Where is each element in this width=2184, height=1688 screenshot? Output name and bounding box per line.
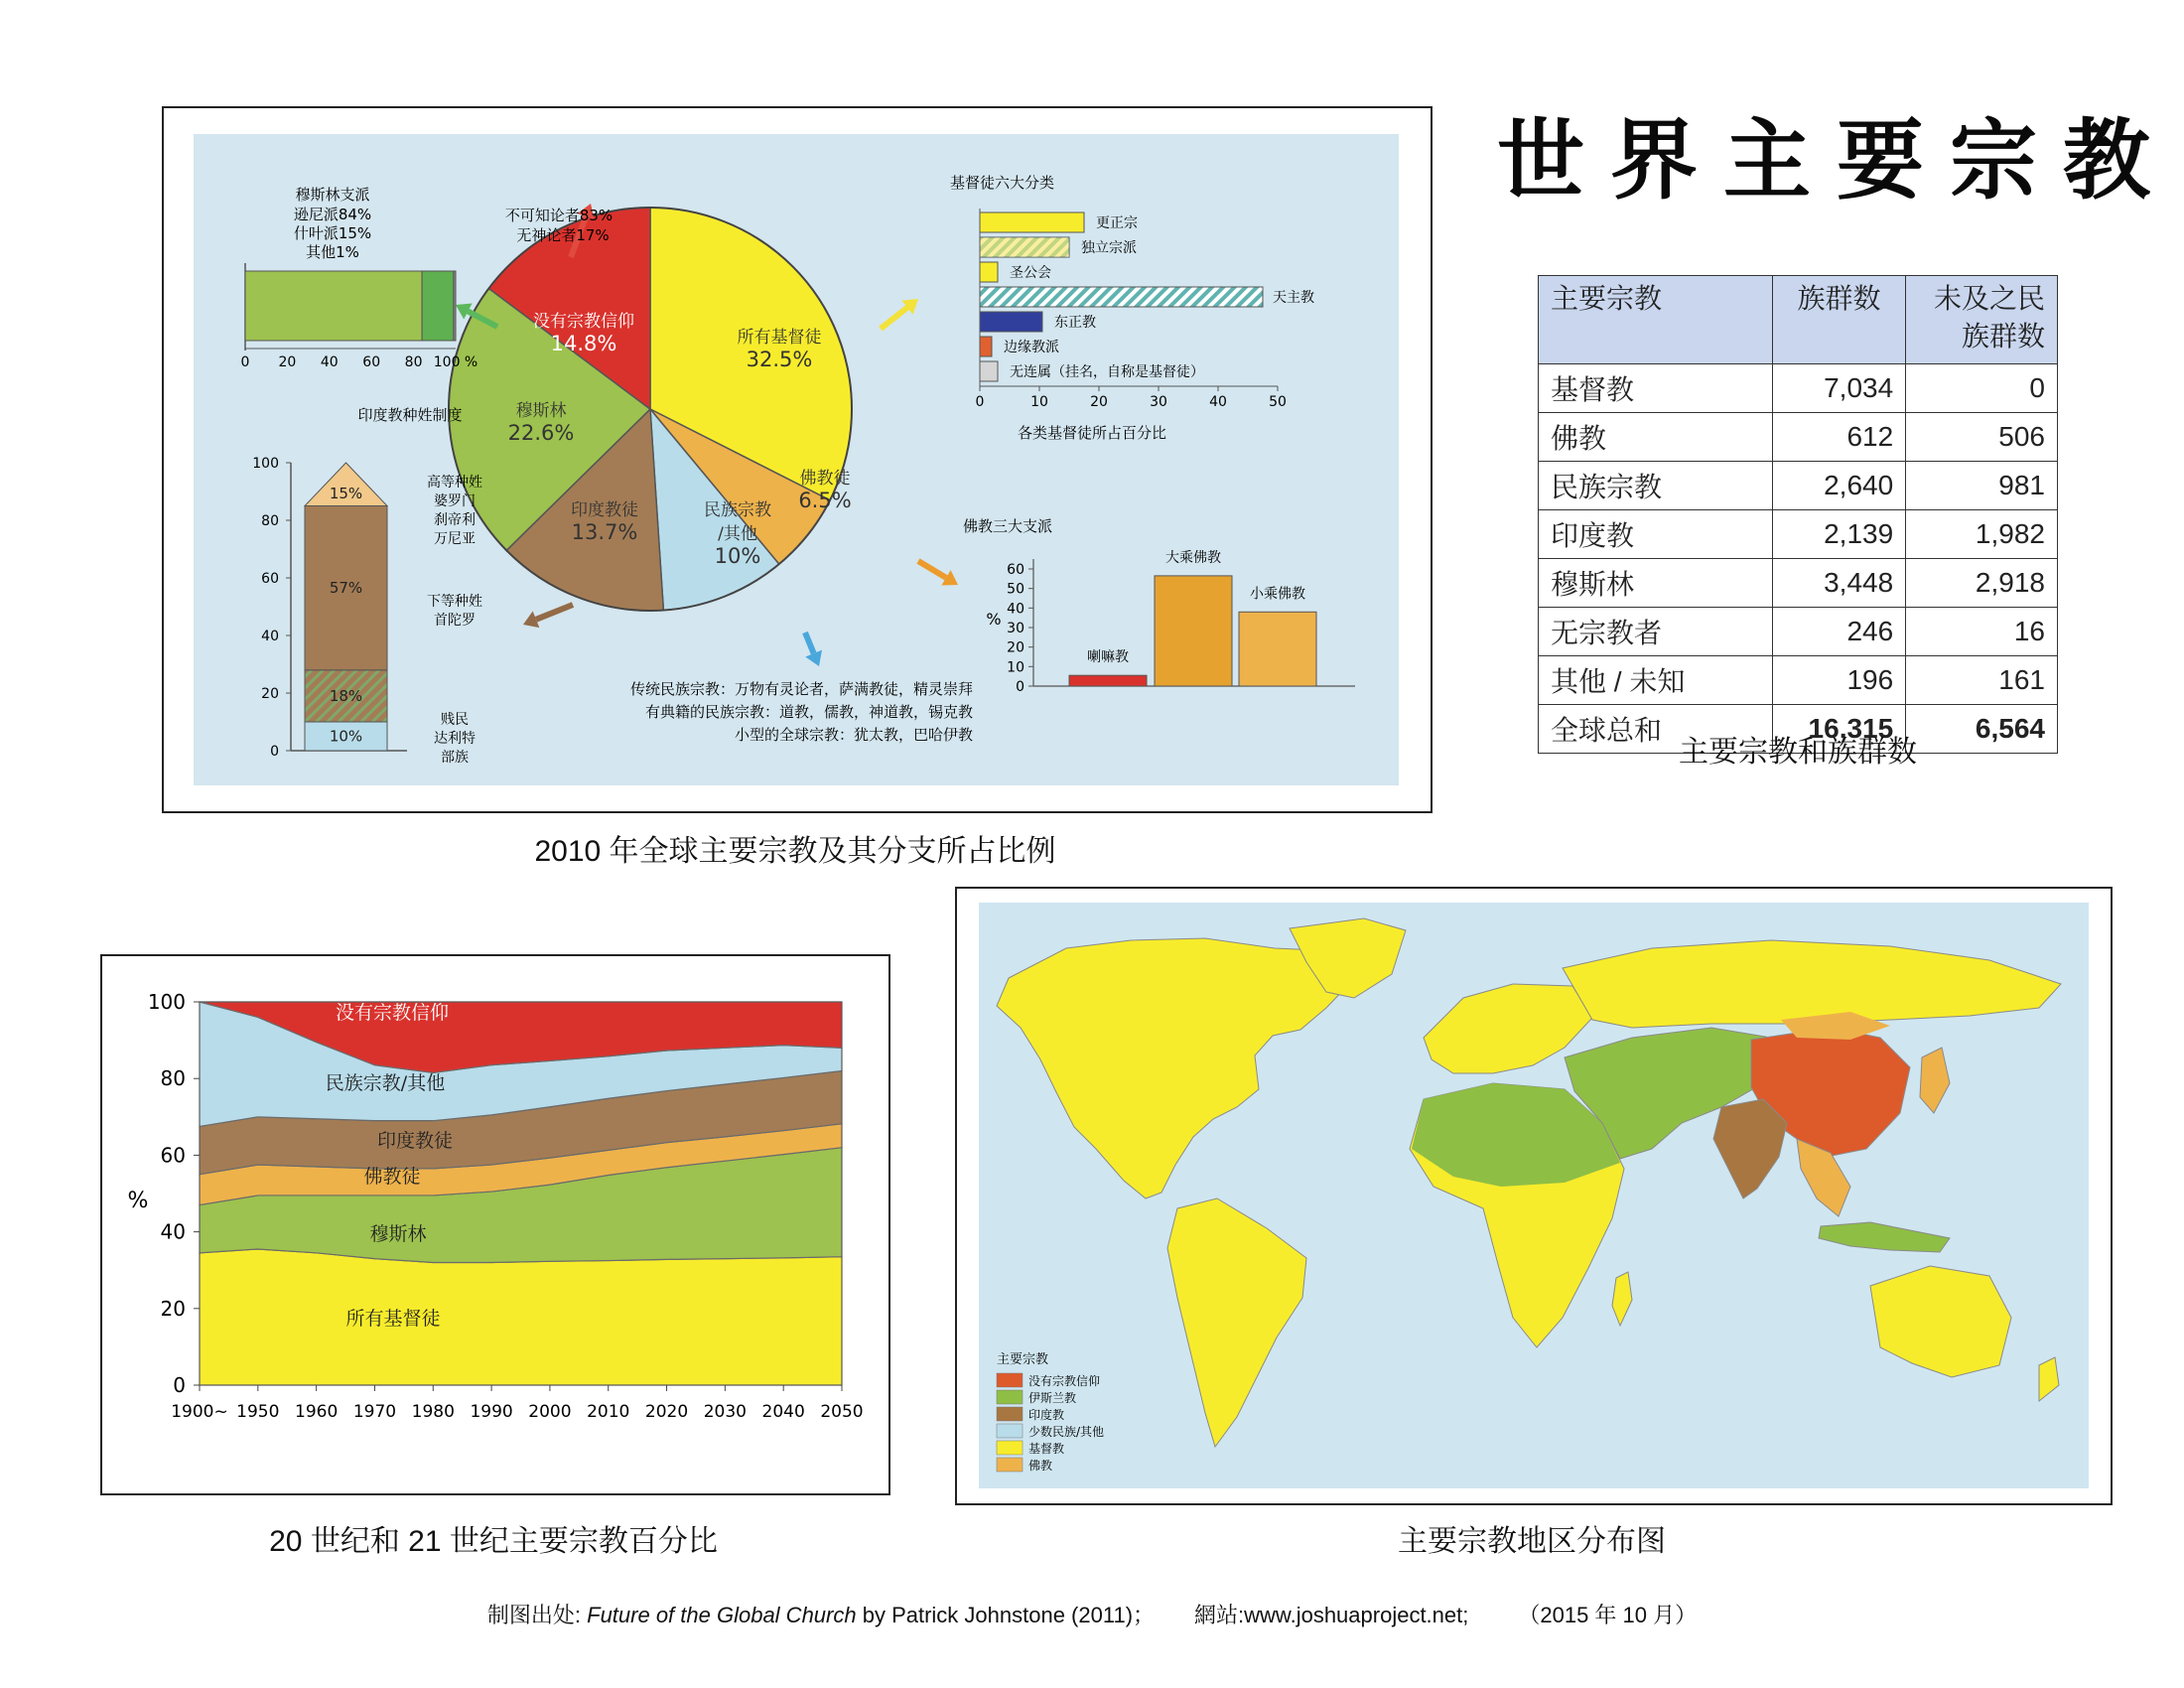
christian-blocs-xlabel: 各类基督徒所占百分比 bbox=[1017, 424, 1167, 442]
christian-bar-hatch bbox=[980, 237, 1069, 257]
area-x-tick: 2010 bbox=[587, 1402, 630, 1422]
caste-tick: 0 bbox=[270, 744, 279, 760]
muslim-branch-label-sunni: 逊尼派84% bbox=[293, 206, 372, 223]
caste-side-label: 达利特 bbox=[434, 731, 476, 747]
caste-value: 18% bbox=[329, 686, 363, 705]
buddhist-bar-label: 喇嘛教 bbox=[1087, 649, 1129, 666]
area-series-label: 穆斯林 bbox=[369, 1223, 427, 1245]
caste-tick: 80 bbox=[261, 513, 279, 529]
table-cell-religion: 其他 / 未知 bbox=[1539, 656, 1773, 705]
top-chart-caption: 2010 年全球主要宗教及其分支所占比例 bbox=[534, 835, 1056, 868]
pie-label-christian: 32.5% bbox=[746, 348, 813, 371]
table-cell-unreached: 6,564 bbox=[1906, 705, 2058, 754]
source-line bbox=[0, 1599, 2184, 1629]
christian-bar-label: 独立宗派 bbox=[1081, 240, 1137, 256]
christian-bar-label: 东正教 bbox=[1054, 315, 1096, 331]
caste-side-label: 高等种姓 bbox=[427, 475, 482, 491]
muslim-branch-label-shia: 什叶派15% bbox=[293, 224, 372, 242]
christian-bar bbox=[980, 262, 998, 282]
map-legend-swatch bbox=[997, 1373, 1023, 1387]
buddhist-tick: 20 bbox=[1007, 639, 1024, 656]
table-cell-unreached: 506 bbox=[1906, 413, 2058, 462]
area-x-tick: 1970 bbox=[352, 1402, 397, 1422]
map-legend-swatch bbox=[997, 1458, 1023, 1472]
area-x-tick: 1960 bbox=[295, 1402, 339, 1422]
religion-people-groups-table bbox=[1538, 275, 2058, 754]
buddhist-bar bbox=[1155, 576, 1232, 686]
christian-tick: 40 bbox=[1209, 394, 1227, 410]
table-row bbox=[1539, 608, 2058, 656]
christian-tick: 0 bbox=[975, 394, 985, 410]
table-row bbox=[1539, 462, 2058, 510]
pie-label-nonreligious: 没有宗教信仰 bbox=[533, 312, 634, 332]
muslim-branches-title: 穆斯林支派 bbox=[295, 186, 370, 204]
table-row bbox=[1539, 510, 2058, 559]
buddhist-bar bbox=[1239, 612, 1316, 686]
caste-side-label: 刹帝利 bbox=[434, 512, 476, 528]
pie-label-ethnic: 民族宗教 bbox=[704, 500, 771, 520]
area-series-label: 没有宗教信仰 bbox=[335, 1002, 450, 1024]
buddhist-bar-label: 小乘佛教 bbox=[1250, 586, 1305, 603]
muslim-tick: 80 bbox=[404, 354, 423, 370]
table-header-unreached-text: 未及之民族群数 bbox=[1933, 283, 2045, 352]
map-legend-title: 主要宗教 bbox=[997, 1352, 1049, 1367]
table-cell-religion: 全球总和 bbox=[1539, 705, 1773, 754]
table-header-unreached bbox=[1906, 276, 2058, 364]
table-cell-groups: 2,139 bbox=[1772, 510, 1905, 559]
table-cell-religion: 无宗教者 bbox=[1539, 608, 1773, 656]
area-series-label: 所有基督徒 bbox=[345, 1308, 441, 1330]
caste-side-label: 万尼亚 bbox=[434, 531, 476, 547]
map-legend-swatch bbox=[997, 1424, 1023, 1438]
christian-bar bbox=[980, 212, 1084, 232]
pie-label-ethnic: /其他 bbox=[718, 524, 757, 544]
caste-side-label: 下等种姓 bbox=[427, 594, 482, 610]
map-legend-label: 印度教 bbox=[1028, 1408, 1065, 1422]
pie-label-muslim: 穆斯林 bbox=[515, 401, 567, 421]
table-header-groups: 族群数 bbox=[1772, 276, 1905, 364]
source-book: Future of the Global Church bbox=[587, 1603, 857, 1627]
christian-bar bbox=[980, 361, 998, 381]
map-legend-label: 少数民族/其他 bbox=[1028, 1425, 1105, 1439]
pie-label-muslim: 22.6% bbox=[507, 421, 575, 445]
area-chart bbox=[128, 990, 864, 1422]
caste-tick: 60 bbox=[261, 571, 279, 587]
map-legend-swatch bbox=[997, 1390, 1023, 1404]
map-legend-label: 基督教 bbox=[1028, 1442, 1065, 1456]
page-title: 世界主要宗教 bbox=[1497, 108, 2177, 211]
map-legend-swatch bbox=[997, 1441, 1023, 1455]
christian-bar-label: 边缘教派 bbox=[1004, 340, 1059, 355]
table-cell-unreached: 1,982 bbox=[1906, 510, 2058, 559]
table-row bbox=[1539, 364, 2058, 413]
table-cell-unreached: 16 bbox=[1906, 608, 2058, 656]
table-cell-groups: 196 bbox=[1772, 656, 1905, 705]
christian-bar-label: 无连属（挂名，自称是基督徒） bbox=[1010, 364, 1204, 380]
table-row bbox=[1539, 656, 2058, 705]
caste-side-label: 部族 bbox=[441, 750, 469, 766]
buddhist-branches-title: 佛教三大支派 bbox=[962, 517, 1053, 535]
map-legend-label: 伊斯兰教 bbox=[1028, 1391, 1077, 1405]
table-cell-unreached: 2,918 bbox=[1906, 559, 2058, 608]
buddhist-tick: 60 bbox=[1007, 562, 1024, 578]
religions-history-figure bbox=[102, 956, 888, 1493]
map-legend-label: 佛教 bbox=[1028, 1459, 1053, 1473]
area-x-tick: 1990 bbox=[470, 1402, 513, 1422]
caste-side-label: 贱民 bbox=[441, 712, 469, 728]
area-x-tick: 2000 bbox=[528, 1402, 572, 1422]
table-cell-unreached: 981 bbox=[1906, 462, 2058, 510]
area-x-tick: 1950 bbox=[236, 1402, 280, 1422]
table-cell-unreached: 161 bbox=[1906, 656, 2058, 705]
history-panel bbox=[100, 954, 890, 1495]
map-legend-swatch bbox=[997, 1407, 1023, 1421]
area-x-tick: 1900~ bbox=[171, 1402, 228, 1422]
map-panel bbox=[955, 887, 2113, 1505]
pie-label-buddhist: 6.5% bbox=[798, 489, 852, 512]
caste-value: 57% bbox=[329, 579, 363, 598]
area-y-tick: 40 bbox=[160, 1219, 186, 1244]
buddhist-tick: 50 bbox=[1007, 581, 1024, 598]
christian-blocs-title: 基督徒六大分类 bbox=[950, 174, 1055, 192]
atheist-label: 无神论者17% bbox=[516, 226, 610, 244]
muslim-bar-segment bbox=[245, 271, 422, 341]
table-cell-religion: 民族宗教 bbox=[1539, 462, 1773, 510]
muslim-tick: 60 bbox=[362, 354, 381, 370]
table-cell-religion: 佛教 bbox=[1539, 413, 1773, 462]
area-series-label: 印度教徒 bbox=[376, 1130, 454, 1152]
caste-value: 10% bbox=[329, 727, 363, 746]
area-y-tick: 60 bbox=[160, 1143, 186, 1168]
area-y-tick: 20 bbox=[160, 1296, 186, 1321]
table-cell-religion: 印度教 bbox=[1539, 510, 1773, 559]
area-x-tick: 2040 bbox=[761, 1402, 805, 1422]
pie-chart bbox=[449, 208, 852, 611]
christian-bar-label: 圣公会 bbox=[1010, 265, 1051, 281]
area-series-label: 民族宗教/其他 bbox=[325, 1072, 446, 1094]
area-series bbox=[200, 1249, 842, 1385]
pie-label-nonreligious: 14.8% bbox=[550, 332, 617, 355]
ethnic-note-line-2: 有典籍的民族宗教：道教，儒教，神道教，锡克教 bbox=[644, 703, 973, 721]
area-y-tick: 100 bbox=[147, 990, 186, 1014]
table-header-religion: 主要宗教 bbox=[1539, 276, 1773, 364]
pie-label-christian: 所有基督徒 bbox=[737, 328, 822, 348]
table-row bbox=[1539, 559, 2058, 608]
pie-label-hindu: 印度教徒 bbox=[571, 500, 638, 520]
table-cell-religion: 基督教 bbox=[1539, 364, 1773, 413]
source-prefix: 制图出处: bbox=[486, 1603, 588, 1627]
christian-tick: 30 bbox=[1150, 394, 1167, 410]
table-header-row bbox=[1539, 276, 2058, 364]
christian-tick: 10 bbox=[1030, 394, 1048, 410]
ethnic-note-line-3: 小型的全球宗教：犹太教，巴哈伊教 bbox=[734, 726, 973, 744]
christian-bar-label: 天主教 bbox=[1273, 290, 1314, 306]
muslim-tick: 100 % bbox=[433, 354, 478, 370]
table-cell-groups: 3,448 bbox=[1772, 559, 1905, 608]
area-x-tick: 2020 bbox=[644, 1402, 689, 1422]
muslim-bar-segment bbox=[454, 271, 456, 341]
christian-tick: 20 bbox=[1090, 394, 1108, 410]
christian-bar-label: 更正宗 bbox=[1096, 215, 1138, 231]
caste-side-label: 婆罗门 bbox=[434, 493, 476, 509]
muslim-tick: 0 bbox=[240, 354, 250, 370]
table-cell-groups: 7,034 bbox=[1772, 364, 1905, 413]
caste-value: 15% bbox=[329, 484, 363, 502]
table-cell-groups: 612 bbox=[1772, 413, 1905, 462]
source-site: 網站:www.joshuaproject.net; bbox=[1194, 1603, 1469, 1627]
caste-tick: 20 bbox=[261, 686, 279, 702]
caste-tick: 100 bbox=[252, 456, 279, 472]
religions-2010-panel bbox=[162, 106, 1433, 813]
table-cell-religion: 穆斯林 bbox=[1539, 559, 1773, 608]
table-cell-unreached: 0 bbox=[1906, 364, 2058, 413]
buddhist-bar-label: 大乘佛教 bbox=[1165, 549, 1221, 566]
table-cell-groups: 2,640 bbox=[1772, 462, 1905, 510]
christian-bar bbox=[980, 287, 1263, 307]
hindu-caste-title: 印度教种姓制度 bbox=[357, 406, 463, 424]
buddhist-tick: 40 bbox=[1007, 601, 1024, 618]
caste-side-label: 首陀罗 bbox=[434, 613, 476, 629]
map-legend-label: 没有宗教信仰 bbox=[1028, 1374, 1101, 1388]
muslim-branch-label-other: 其他1% bbox=[306, 243, 359, 261]
christian-tick: 50 bbox=[1269, 394, 1287, 410]
area-ylabel: % bbox=[127, 1189, 149, 1213]
pie-label-ethnic: 10% bbox=[714, 544, 761, 568]
buddhist-tick: 0 bbox=[1016, 679, 1024, 695]
area-x-tick: 1980 bbox=[411, 1402, 455, 1422]
area-y-tick: 0 bbox=[173, 1373, 186, 1397]
source-date: （2015 年 10 月） bbox=[1518, 1603, 1698, 1627]
pie-label-buddhist: 佛教徒 bbox=[799, 469, 851, 489]
buddhist-ylabel: % bbox=[986, 610, 1002, 629]
area-x-tick: 2030 bbox=[703, 1402, 747, 1422]
buddhist-tick: 10 bbox=[1007, 659, 1024, 676]
buddhist-tick: 30 bbox=[1007, 621, 1024, 636]
table-caption: 主要宗教和族群数 bbox=[1679, 736, 1917, 769]
caste-tick: 40 bbox=[261, 629, 279, 644]
table-cell-groups: 16,315 bbox=[1772, 705, 1905, 754]
muslim-bar-segment bbox=[422, 271, 454, 341]
world-religion-map bbox=[957, 889, 2111, 1503]
pie-label-hindu: 13.7% bbox=[571, 520, 638, 544]
agnostic-label: 不可知论者83% bbox=[504, 207, 614, 224]
table-row bbox=[1539, 413, 2058, 462]
ethnic-note-line-1: 传统民族宗教：万物有灵论者，萨满教徒，精灵崇拜 bbox=[629, 680, 973, 698]
area-y-tick: 80 bbox=[160, 1066, 186, 1091]
area-x-tick: 2050 bbox=[820, 1402, 864, 1422]
religions-2010-figure bbox=[164, 108, 1431, 811]
muslim-tick: 20 bbox=[278, 354, 297, 370]
table-cell-groups: 246 bbox=[1772, 608, 1905, 656]
area-series-label: 佛教徒 bbox=[363, 1166, 421, 1188]
christian-bar bbox=[980, 312, 1042, 332]
muslim-tick: 40 bbox=[320, 354, 339, 370]
christian-bar bbox=[980, 337, 992, 356]
map-caption: 主要宗教地区分布图 bbox=[1398, 1525, 1666, 1558]
history-caption: 20 世纪和 21 世纪主要宗教百分比 bbox=[269, 1525, 718, 1558]
buddhist-bar bbox=[1069, 675, 1147, 686]
source-author: by Patrick Johnstone (2011)； bbox=[856, 1603, 1156, 1627]
